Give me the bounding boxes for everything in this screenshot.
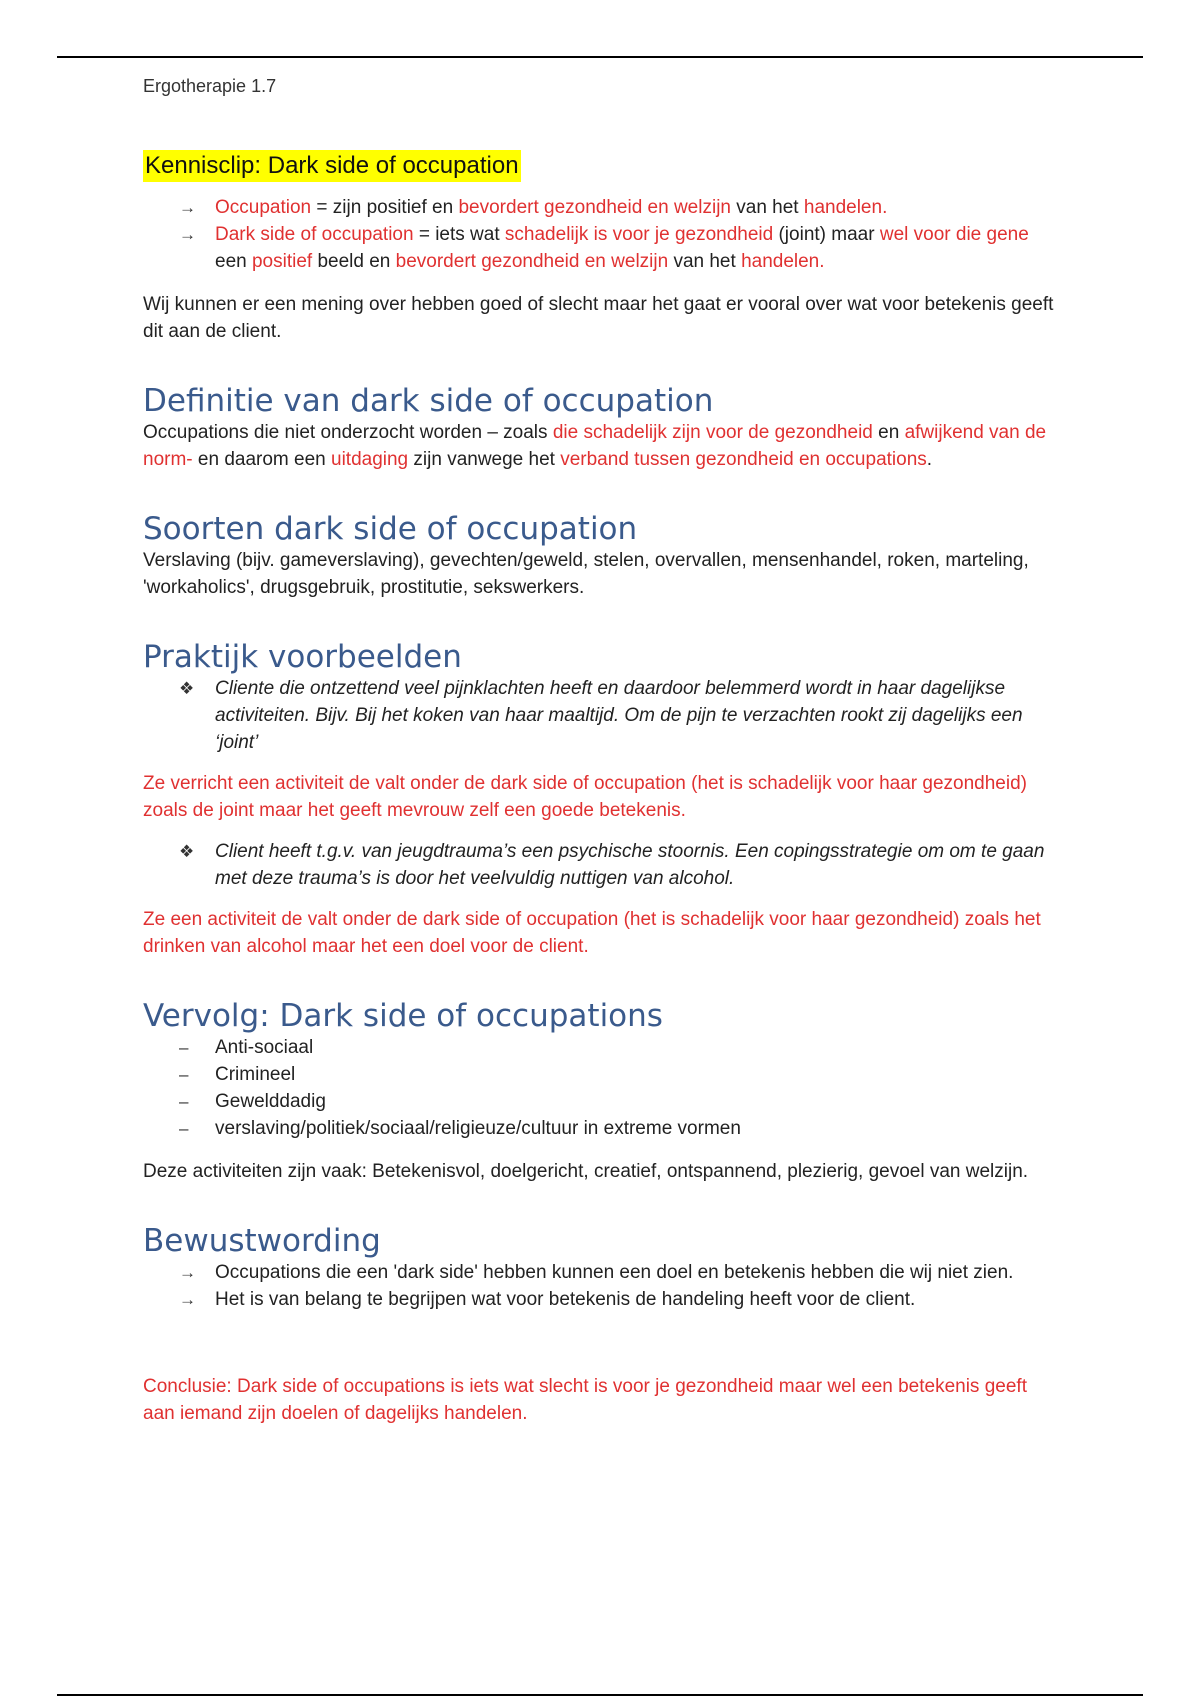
example-text: Cliente die ontzettend veel pijnklachten heeft en daardoor belemmerd wordt in haar dagelijkse activiteiten. Bijv. Bij het koken van haar maaltijd. Om de pijn te verzachten rookt zij dagelijks een ‘joint’ xyxy=(215,678,1023,753)
list-item xyxy=(143,1061,1063,1088)
bottom-rule xyxy=(57,1694,1143,1696)
text-run: die schadelijk zijn voor de gezondheid xyxy=(552,422,873,443)
praktijk-example-1 xyxy=(143,675,1063,756)
text-run: handelen xyxy=(741,251,820,272)
list-item xyxy=(143,194,1063,221)
text-run: bevordert gezondheid en welzijn xyxy=(395,251,669,272)
text-run: van het xyxy=(730,197,804,218)
definitie-paragraph xyxy=(143,419,1063,473)
text-run: een xyxy=(215,251,252,272)
praktijk-answer-2: Ze een activiteit de valt onder de dark side of occupation (het is schadelijk voor haar gezondheid) zoals het drinken van alcohol maar het een doel voor de client. xyxy=(143,909,1041,957)
diamond-bullet-icon: ❖ xyxy=(179,842,195,861)
item-text: Occupations die een 'dark side' hebben kunnen een doel en betekenis hebben die wij niet zien. xyxy=(215,1262,1014,1283)
list-item xyxy=(143,1286,1063,1313)
arrow-icon: → xyxy=(179,1290,196,1309)
conclusie-paragraph: Conclusie: Dark side of occupations is iets wat slecht is voor je gezondheid maar wel een betekenis geeft aan iemand zijn doelen of dagelijks handelen. xyxy=(143,1376,1027,1424)
dash-bullet-icon: – xyxy=(179,1092,189,1111)
item-text: Crimineel xyxy=(215,1064,296,1085)
text-run: en xyxy=(872,422,905,443)
text-run: bevordert gezondheid en welzijn xyxy=(458,197,731,218)
kennisclip-title: Kennisclip: Dark side of occupation xyxy=(143,150,521,182)
vervolg-heading: Vervolg: Dark side of occupations xyxy=(143,998,663,1034)
text-run: zijn vanwege het xyxy=(408,449,561,470)
vervolg-list xyxy=(143,1034,1063,1142)
soorten-heading: Soorten dark side of occupation xyxy=(143,511,638,547)
text-run: uitdaging xyxy=(331,449,409,470)
kennisclip-bullets xyxy=(143,194,1063,275)
praktijk-example-2 xyxy=(143,838,1063,892)
list-item xyxy=(143,1088,1063,1115)
document-page xyxy=(143,74,1063,1427)
vervolg-paragraph: Deze activiteiten zijn vaak: Betekenisvol, doelgericht, creatief, ontspannend, plezierig, gevoel van welzijn. xyxy=(143,1161,1029,1182)
text-run: = zijn positief en xyxy=(311,197,459,218)
list-item xyxy=(143,221,1063,275)
list-item xyxy=(143,1034,1063,1061)
dash-bullet-icon: – xyxy=(179,1065,189,1084)
list-item xyxy=(143,1115,1063,1142)
bewustwording-list xyxy=(143,1259,1063,1313)
example-text: Client heeft t.g.v. van jeugdtrauma’s een psychische stoornis. Een copingsstrategie om om te gaan met deze trauma’s is door het veelvuldig nuttigen van alcohol. xyxy=(215,841,1045,889)
text-run: beeld en xyxy=(312,251,396,272)
arrow-icon: → xyxy=(179,1263,196,1282)
item-text: Het is van belang te begrijpen wat voor betekenis de handeling heeft voor de client. xyxy=(215,1289,916,1310)
term-occupation: Occupation xyxy=(215,197,312,218)
bewustwording-heading: Bewustwording xyxy=(143,1223,381,1259)
text-run: . xyxy=(926,449,933,470)
text-run: = iets wat xyxy=(413,224,505,245)
text-run: positief xyxy=(251,251,313,272)
item-text: verslaving/politiek/sociaal/religieuze/cultuur in extreme vormen xyxy=(215,1118,741,1139)
text-run: (joint) maar xyxy=(773,224,880,245)
text-run: wel voor die gene xyxy=(879,224,1029,245)
text-run: van het xyxy=(668,251,742,272)
definitie-heading: Definitie van dark side of occupation xyxy=(143,383,714,419)
text-run: afwijkend van de norm- xyxy=(143,422,1047,470)
term-dark-side: Dark side of occupation xyxy=(215,224,414,245)
text-run: en daarom een xyxy=(192,449,331,470)
praktijk-heading: Praktijk voorbeelden xyxy=(143,639,462,675)
diamond-bullet-icon: ❖ xyxy=(179,679,195,698)
item-text: Anti-sociaal xyxy=(215,1037,314,1058)
text-run: Occupations die niet onderzocht worden – zoals xyxy=(143,422,553,443)
document-header: Ergotherapie 1.7 xyxy=(143,76,277,96)
item-text: Gewelddadig xyxy=(215,1091,326,1112)
text-run: . xyxy=(819,251,825,272)
text-run: verband tussen gezondheid en occupations xyxy=(560,449,927,470)
kennisclip-paragraph: Wij kunnen er een mening over hebben goed of slecht maar het gaat er vooral over wat voor betekenis geeft dit aan de client. xyxy=(143,294,1054,342)
dash-bullet-icon: – xyxy=(179,1038,189,1057)
praktijk-answer-1: Ze verricht een activiteit de valt onder de dark side of occupation (het is schadelijk voor haar gezondheid) zoals de joint maar het geeft mevrouw zelf een goede betekenis. xyxy=(143,773,1027,821)
top-rule xyxy=(57,56,1143,58)
list-item xyxy=(143,675,1063,756)
list-item xyxy=(143,1259,1063,1286)
list-item xyxy=(143,838,1063,892)
arrow-icon: → xyxy=(179,225,196,244)
arrow-icon: → xyxy=(179,198,196,217)
soorten-paragraph: Verslaving (bijv. gameverslaving), gevechten/geweld, stelen, overvallen, mensenhandel, roken, marteling, 'workaholics', drugsgebruik, prostitutie, sekswerkers. xyxy=(143,550,1029,598)
dash-bullet-icon: – xyxy=(179,1119,189,1138)
text-run: handelen. xyxy=(803,197,888,218)
text-run: schadelijk is voor je gezondheid xyxy=(504,224,774,245)
